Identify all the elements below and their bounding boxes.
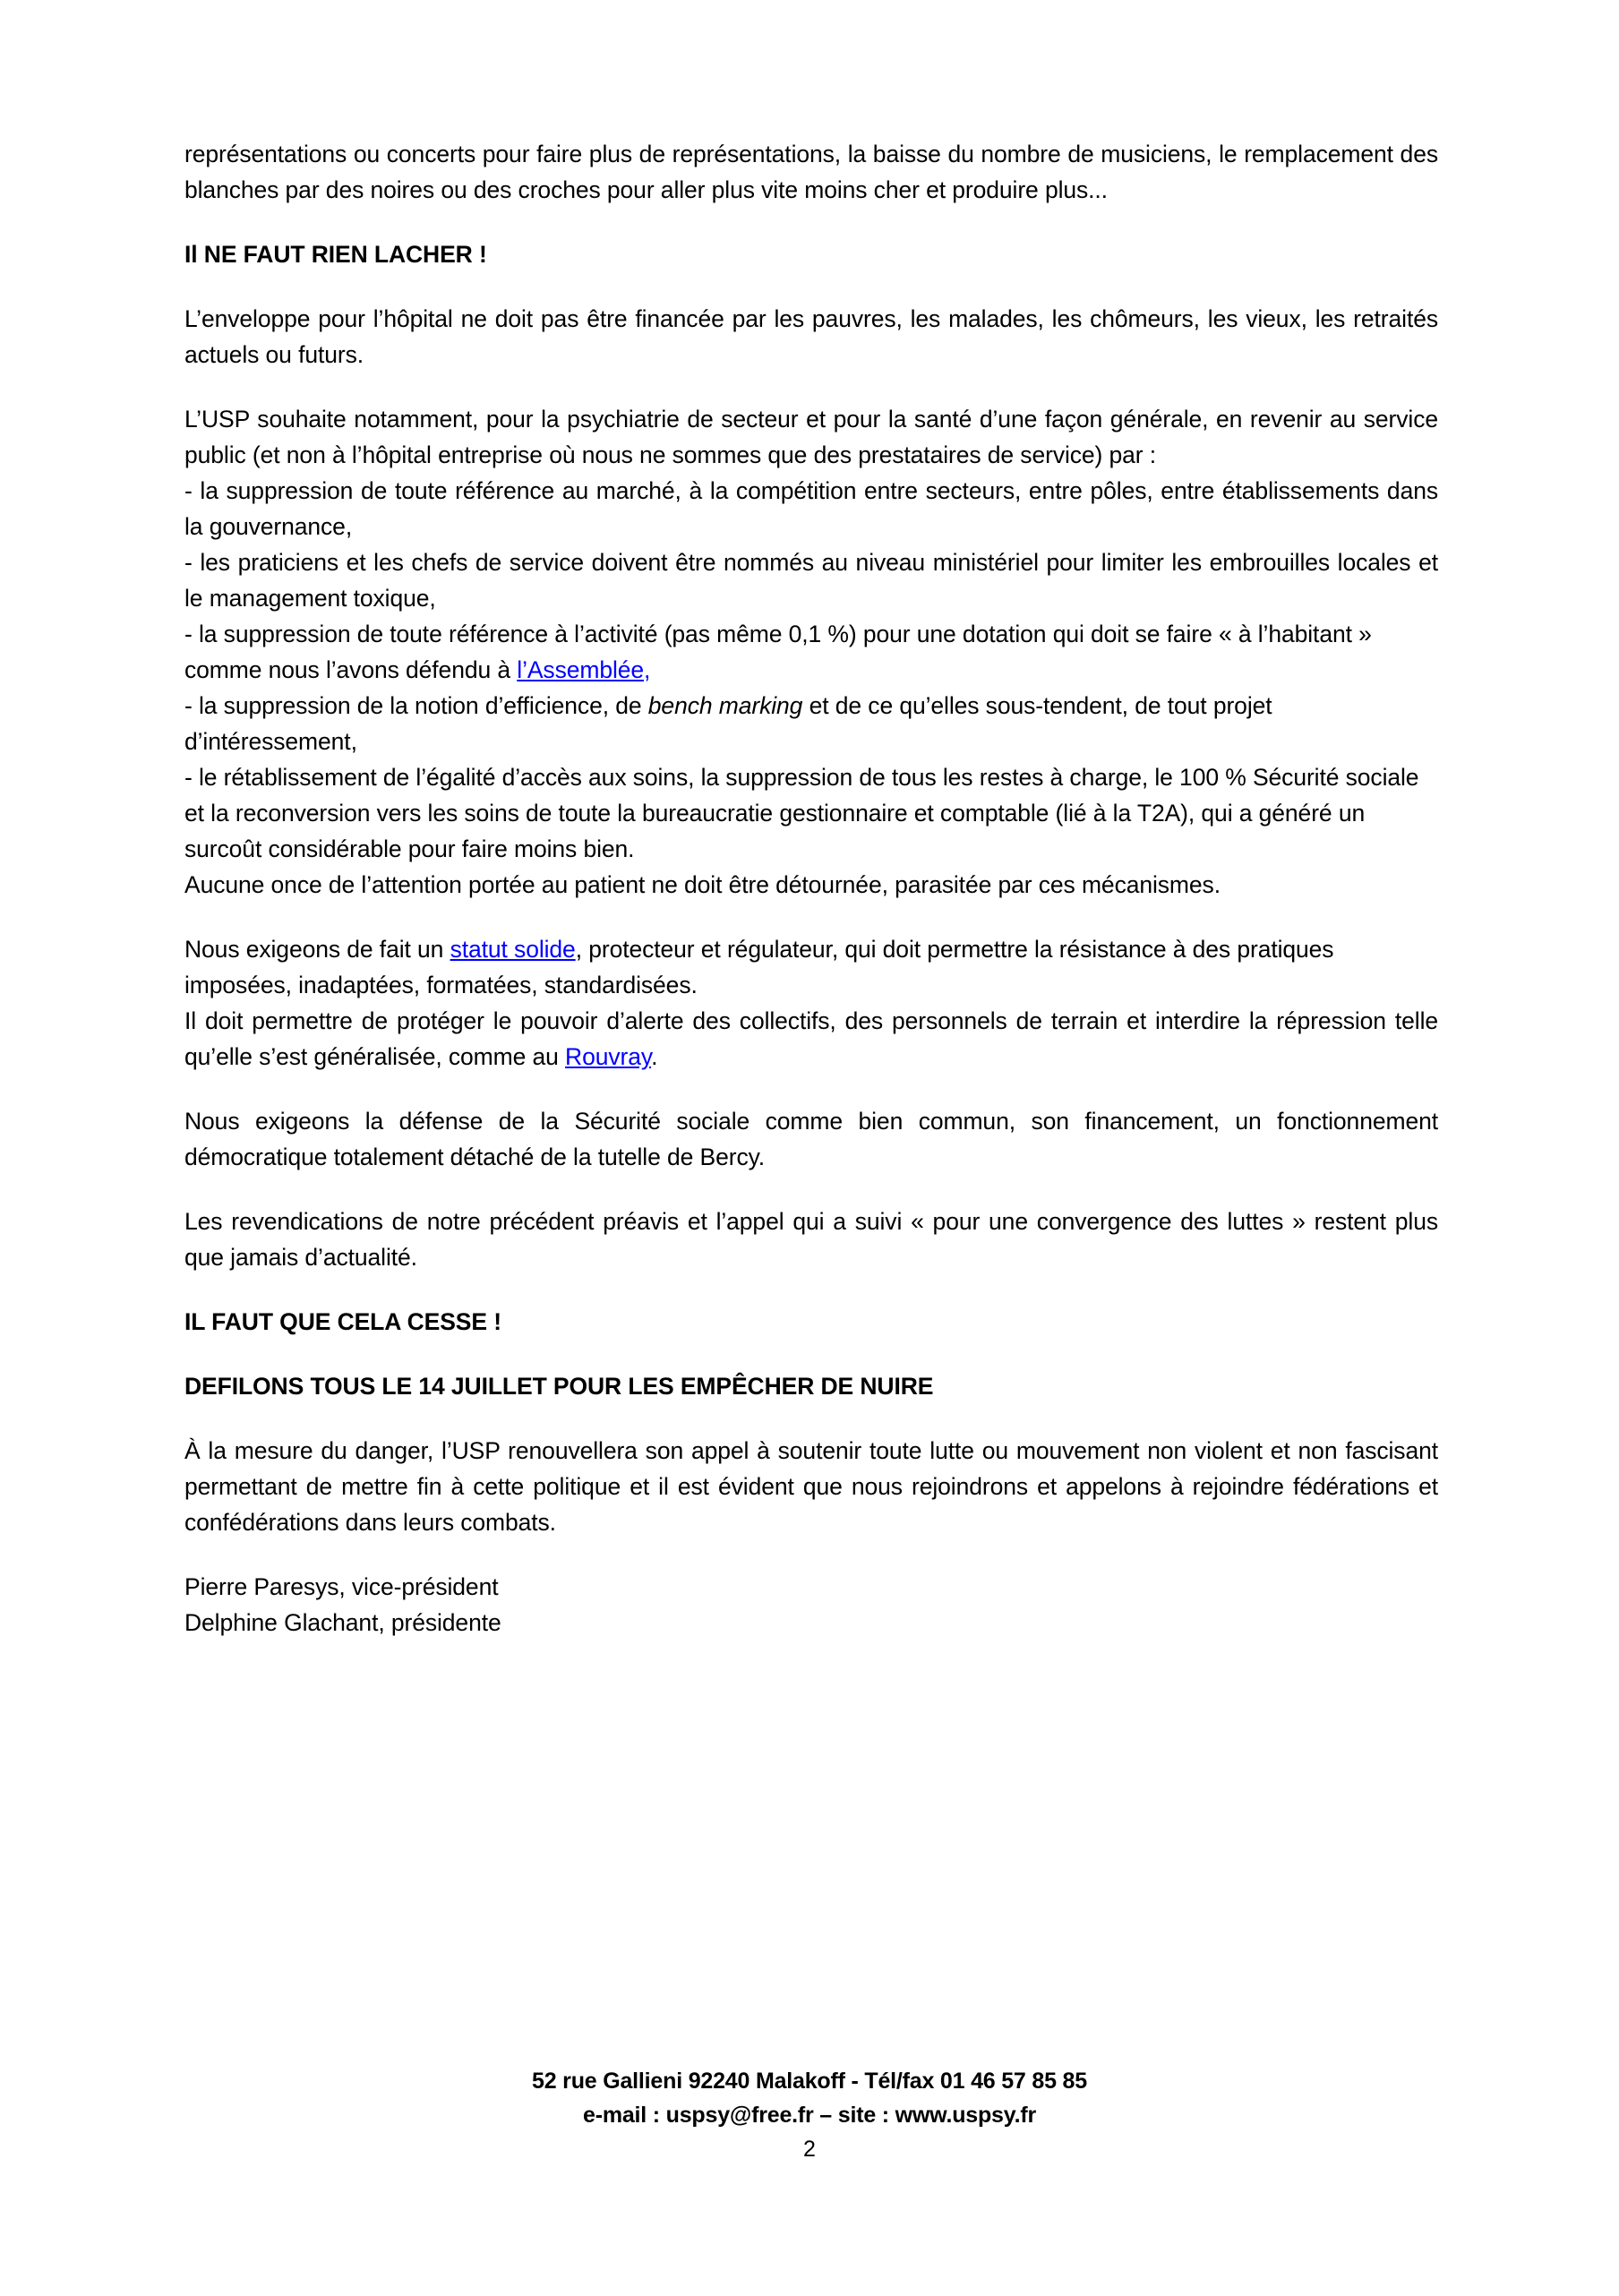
paragraph-mesure-du-danger: À la mesure du danger, l’USP renouvellera son appel à soutenir toute lutte ou mouvement non violent et non fascisant permettant de mettre fin à cette politique et il est évident que nous rejoindrons et appelons à rejoindre fédérations et confédérations dans leurs combats. [184, 1437, 1438, 1536]
document-body [184, 136, 1438, 1641]
paragraph-securite-sociale: Nous exigeons la défense de la Sécurité sociale comme bien commun, son financement, un fonctionnement démocratique totalement détaché de la tutelle de Bercy. [184, 1108, 1438, 1170]
demand-item-4 [184, 688, 1438, 759]
demand-3-text-before: - la suppression de toute référence à l’activité (pas même 0,1 %) pour une dotation qui doit se faire « à l’habitant » comme nous l’avons défendu à [184, 621, 1372, 683]
link-rouvray[interactable]: Rouvray [565, 1043, 652, 1070]
paragraph-aucune-once: Aucune once de l’attention portée au patient ne doit être détournée, parasitée par ces mécanismes. [184, 871, 1221, 898]
signature-president: Delphine Glachant, présidente [184, 1609, 501, 1636]
demand-item-1: - la suppression de toute référence au marché, à la compétition entre secteurs, entre pôles, entre établissements dans la gouvernance, [184, 477, 1438, 540]
alerte-text-before: Il doit permettre de protéger le pouvoir d’alerte des collectifs, des personnels de terrain et interdire la répression telle qu’elle s’est généralisée, comme au [184, 1007, 1438, 1070]
signature-vice-president: Pierre Paresys, vice-président [184, 1573, 499, 1600]
statut-text-after: , protecteur et régulateur, qui doit permettre la résistance à des pratiques imposées, inadaptées, formatées, standardisées. [184, 936, 1334, 998]
demand-item-2: - les praticiens et les chefs de service doivent être nommés au niveau ministériel pour limiter les embrouilles locales et le management toxique, [184, 549, 1438, 612]
heading-ne-faut-rien-lacher: Il NE FAUT RIEN LACHER ! [184, 241, 487, 268]
paragraph-statut-group [184, 931, 1438, 1075]
demand-4-text-before: - la suppression de la notion d’efficience, de [184, 692, 648, 719]
paragraph-statut-solide [184, 931, 1438, 1003]
statut-text-before: Nous exigeons de fait un [184, 936, 450, 963]
link-statut-solide[interactable]: statut solide [450, 936, 576, 963]
heading-defilons-14-juillet: DEFILONS TOUS LE 14 JUILLET POUR LES EMPÊCHER DE NUIRE [184, 1373, 934, 1400]
heading-il-faut-que-cela-cesse: IL FAUT QUE CELA CESSE ! [184, 1308, 501, 1335]
demand-item-5: - le rétablissement de l’égalité d’accès aux soins, la suppression de tous les restes à charge, le 100 % Sécurité sociale et la reconversion vers les soins de toute la bureaucratie gestionnaire et comptable (lié à la T2A), qui a généré un surcoût considérable pour faire moins bien. [184, 764, 1419, 862]
alerte-text-after: . [651, 1043, 658, 1070]
paragraph-pouvoir-alerte [184, 1003, 1438, 1075]
demand-item-3 [184, 616, 1438, 688]
demand-4-italic-term: bench marking [647, 692, 803, 719]
demand-4-text-after: et de ce qu’elles sous-tendent, de tout projet d’intéressement, [184, 692, 1272, 755]
link-assemblee[interactable]: l’Assemblée [517, 656, 645, 683]
footer-contact: e-mail : uspsy@free.fr – site : www.uspsy.fr [582, 2103, 1036, 2128]
footer-address: 52 rue Gallieni 92240 Malakoff - Tél/fax 01 46 57 85 85 [532, 2069, 1087, 2094]
demands-intro-line: L’USP souhaite notamment, pour la psychiatrie de secteur et pour la santé d’une façon générale, en revenir au service public (et non à l’hôpital entreprise où nous ne sommes que des prestataires de service) par : [184, 406, 1438, 468]
page-footer [0, 2064, 1619, 2166]
spacer-after-demands [184, 903, 1438, 931]
footer-page-number: 2 [803, 2137, 816, 2162]
paragraph-intro: représentations ou concerts pour faire plus de représentations, la baisse du nombre de musiciens, le remplacement des blanches par des noires ou des croches pour aller plus vite moins cher et produire plus... [184, 141, 1438, 203]
paragraph-revendications: Les revendications de notre précédent préavis et l’appel qui a suivi « pour une convergence des luttes » restent plus que jamais d’actualité. [184, 1208, 1438, 1271]
demand-3-trailing-comma: , [644, 656, 651, 683]
paragraph-enveloppe: L’enveloppe pour l’hôpital ne doit pas être financée par les pauvres, les malades, les chômeurs, les vieux, les retraités actuels ou futurs. [184, 305, 1438, 368]
paragraph-usp-demands [184, 401, 1438, 903]
spacer-after-statut [184, 1075, 1438, 1103]
